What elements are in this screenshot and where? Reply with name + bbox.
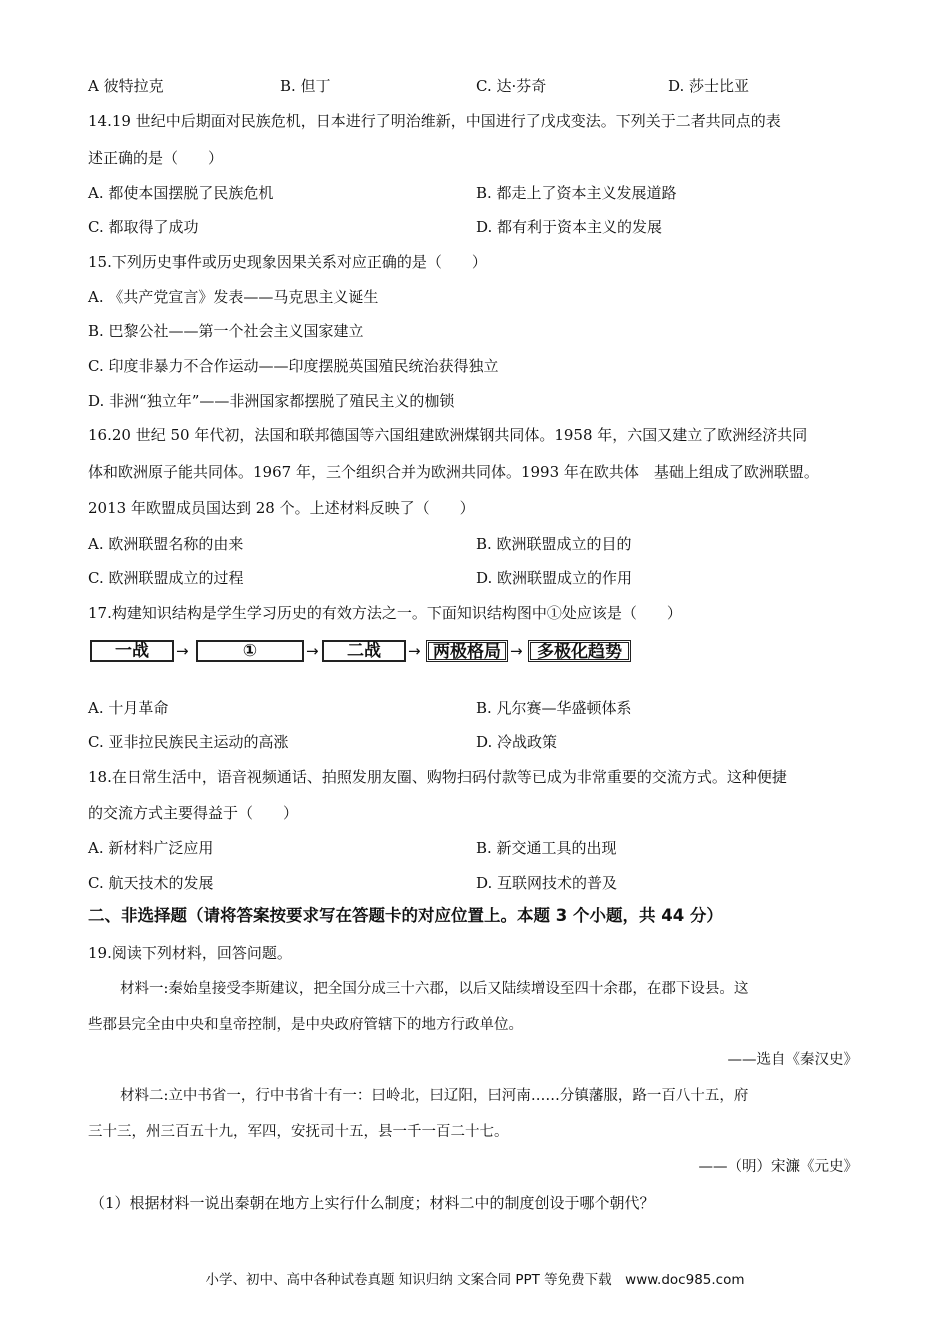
diagram-box-ww1: 一战 [90, 640, 174, 662]
q18-stem-line1: 18.在日常生活中，语音视频通话、拍照发朋友圈、购物扫码付款等已成为非常重要的交流方式。这种便捷 [88, 768, 787, 786]
q14-option-d: D. 都有利于资本主义的发展 [476, 218, 663, 236]
q16-stem-line3: 2013 年欧盟成员国达到 28 个。上述材料反映了（ ） [88, 499, 475, 517]
q16-option-c: C. 欧洲联盟成立的过程 [88, 569, 244, 587]
q14-option-a: A. 都使本国摆脱了民族危机 [88, 184, 274, 202]
q15-option-b: B. 巴黎公社——第一个社会主义国家建立 [88, 322, 364, 340]
q13-option-d: D. 莎士比亚 [668, 77, 750, 95]
knowledge-structure-diagram [88, 636, 633, 672]
q18-option-c: C. 航天技术的发展 [88, 874, 214, 892]
q15-option-c: C. 印度非暴力不合作运动——印度摆脱英国殖民统治获得独立 [88, 357, 499, 375]
q17-option-b: B. 凡尔赛—华盛顿体系 [476, 699, 632, 717]
q15-stem: 15.下列历史事件或历史现象因果关系对应正确的是（ ） [88, 253, 487, 271]
q13-option-c: C. 达·芬奇 [476, 77, 547, 95]
q17-option-c: C. 亚非拉民族民主运动的高涨 [88, 733, 289, 751]
q13-option-b: B. 但丁 [280, 77, 331, 95]
q18-option-b: B. 新交通工具的出现 [476, 839, 617, 857]
q17-option-a: A. 十月革命 [88, 699, 169, 717]
q15-option-a: A. 《共产党宣言》发表——马克思主义诞生 [88, 288, 379, 306]
q18-option-d: D. 互联网技术的普及 [476, 874, 618, 892]
diagram-box-bipolar: 两极格局 [426, 640, 508, 662]
q19-material2-line1: 材料二:立中书省一，行中书省十有一：曰岭北，曰辽阳，曰河南……分镇藩服，路一百八十五，府 [120, 1088, 749, 1104]
diagram-arrow: → [510, 642, 523, 660]
diagram-arrow: → [306, 642, 319, 660]
q19-material2-line2: 三十三，州三百五十九，军四，安抚司十五，县一千一百二十七。 [88, 1124, 509, 1140]
q18-option-a: A. 新材料广泛应用 [88, 839, 214, 857]
page-footer: 小学、初中、高中各种试卷真题 知识归纳 文案合同 PPT 等免费下载 www.doc985.com [205, 1272, 745, 1288]
q19-material1-line2: 些郡县完全由中央和皇帝控制，是中央政府管辖下的地方行政单位。 [88, 1017, 523, 1033]
diagram-arrow: → [408, 642, 421, 660]
diagram-box-multipolar: 多极化趋势 [528, 640, 631, 662]
q14-stem-line2: 述正确的是（ ） [88, 149, 224, 167]
q14-option-c: C. 都取得了成功 [88, 218, 199, 236]
q18-stem-line2: 的交流方式主要得益于（ ） [88, 804, 299, 822]
q17-stem: 17.构建知识结构是学生学习历史的有效方法之一。下面知识结构图中①处应该是（ ） [88, 604, 682, 622]
q19-material1-source: ——选自《秦汉史》 [727, 1052, 858, 1068]
q19-material2-source: ——（明）宋濂《元史》 [698, 1159, 858, 1175]
q19-material1-line1: 材料一:秦始皇接受李斯建议，把全国分成三十六郡，以后又陆续增设至四十余郡，在郡下设县。这 [120, 981, 749, 997]
q13-option-a: A 彼特拉克 [88, 77, 164, 95]
section-2-heading: 二、非选择题（请将答案按要求写在答题卡的对应位置上。本题 3 个小题，共 44 分） [88, 906, 723, 925]
diagram-arrow: → [176, 642, 189, 660]
q15-option-d: D. 非洲“独立年”——非洲国家都摆脱了殖民主义的枷锁 [88, 392, 455, 410]
q16-option-b: B. 欧洲联盟成立的目的 [476, 535, 632, 553]
q16-option-a: A. 欧洲联盟名称的由来 [88, 535, 244, 553]
q16-option-d: D. 欧洲联盟成立的作用 [476, 569, 633, 587]
diagram-box-ww2: 二战 [322, 640, 406, 662]
q14-option-b: B. 都走上了资本主义发展道路 [476, 184, 677, 202]
q17-option-d: D. 冷战政策 [476, 733, 558, 751]
q19-subquestion-1: （1）根据材料一说出秦朝在地方上实行什么制度；材料二中的制度创设于哪个朝代？ [90, 1194, 655, 1212]
q14-stem-line1: 14.19 世纪中后期面对民族危机，日本进行了明治维新，中国进行了戊戌变法。下列关于二者共同点的表 [88, 112, 781, 130]
q19-stem: 19.阅读下列材料，回答问题。 [88, 944, 292, 962]
q16-stem-line2: 体和欧洲原子能共同体。1967 年，三个组织合并为欧洲共同体。1993 年在欧共体 基础上组成了欧洲联盟。 [88, 463, 819, 481]
diagram-box-blank: ① [196, 640, 304, 662]
q16-stem-line1: 16.20 世纪 50 年代初，法国和联邦德国等六国组建欧洲煤钢共同体。1958 年，六国又建立了欧洲经济共同 [88, 426, 808, 444]
